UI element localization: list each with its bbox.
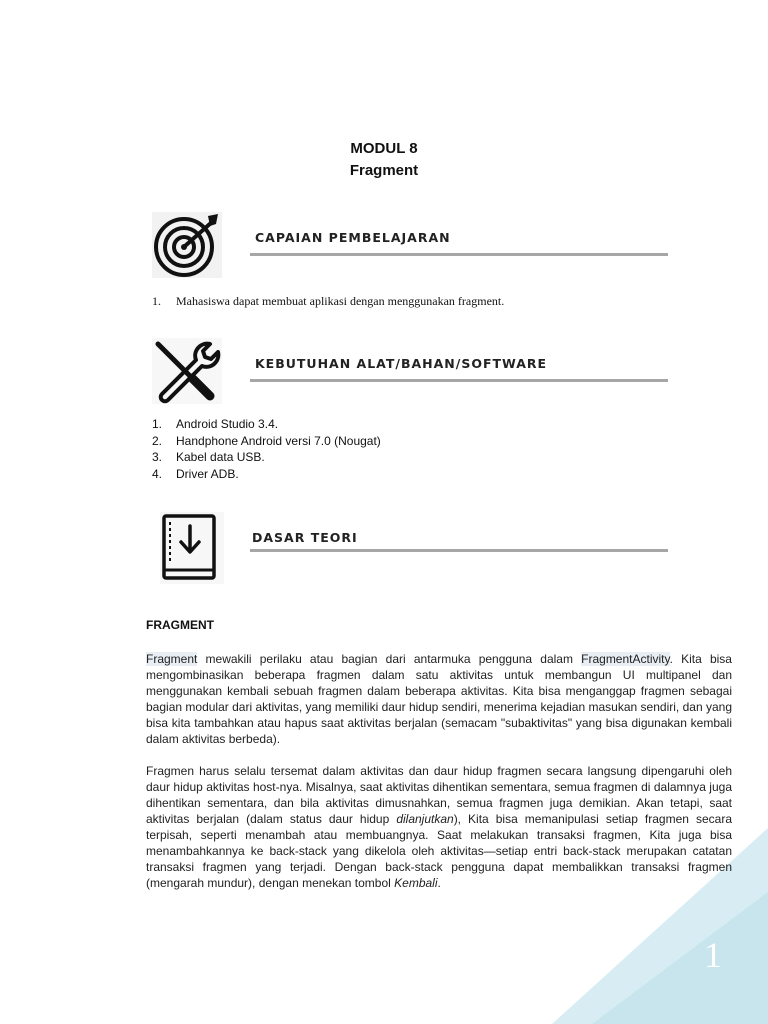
page-number: 1 [704,935,722,975]
corner-decoration-inner [592,892,768,1024]
kebutuhan-list [152,416,381,482]
term-highlight: Fragment [146,652,198,666]
list-item: 2. Handphone Android versi 7.0 (Nougat) [152,433,381,448]
section-title-dasar-teori: DASAR TEORI [252,530,358,545]
tools-icon [152,338,222,404]
capaian-list [152,294,504,309]
term-highlight: FragmentActivity [581,652,670,666]
section-divider [250,379,668,382]
section-divider [250,549,668,552]
list-item: 3. Kabel data USB. [152,450,265,464]
list-item: 1. Android Studio 3.4. [152,417,279,431]
paragraph-2: Fragmen harus selalu tersemat dalam aktivitas dan daur hidup fragmen secara langsung dipengaruhi oleh daur hidup aktivitas host-nya. Misalnya, saat aktivitas dihentikan sementara, semua fragmen di dalamnya juga dihentikan sementara, dan bila aktivitas dimusnahkan, semua fragmen juga demikian. Akan tetapi, saat aktivitas berjalan (dalam status daur hidup dilanjutkan), Kita bisa memanipulasi setiap fragmen secara terpisah, seperti menambah atau membuangnya. Saat melakukan transaksi fragmen, Kita juga bisa menambahkannya ke back-stack yang dikelola oleh aktivitas—setiap entri back-stack merupakan catatan transaksi fragmen yang terjadi. Dengan back-stack pengguna dapat membalikkan transaksi fragmen (mengarah mundur), dengan menekan tombol Kembali. [146,764,732,890]
book-download-icon [160,512,224,584]
list-item: 4. Driver ADB. [152,466,239,481]
content-heading: FRAGMENT [146,618,214,632]
section-title-kebutuhan: KEBUTUHAN ALAT/BAHAN/SOFTWARE [255,356,548,371]
paragraph-1: Fragment mewakili perilaku atau bagian dari antarmuka pengguna dalam FragmentActivity. Kita bisa mengombinasikan beberapa fragmen dalam satu aktivitas untuk membangun UI multipanel dan menggunakan kembali sebuah fragmen dalam beberapa aktivitas. Kita bisa menganggap fragmen sebagai bagian modular dari aktivitas, yang memiliki daur hidup sendiri, menerima kejadian masukan sendiri, dan yang bisa kita tambahkan atau hapus saat aktivitas berjalan (semacam "subaktivitas" yang bisa digunakan kembali dalam aktivitas berbeda). [146,652,732,746]
module-title: MODUL 8 [350,140,418,157]
section-divider [250,253,668,256]
list-item: 1. Mahasiswa dapat membuat aplikasi dengan menggunakan fragment. [152,294,505,308]
module-subtitle: Fragment [349,162,419,179]
section-title-capaian: CAPAIAN PEMBELAJARAN [255,230,451,245]
target-icon [152,212,222,278]
